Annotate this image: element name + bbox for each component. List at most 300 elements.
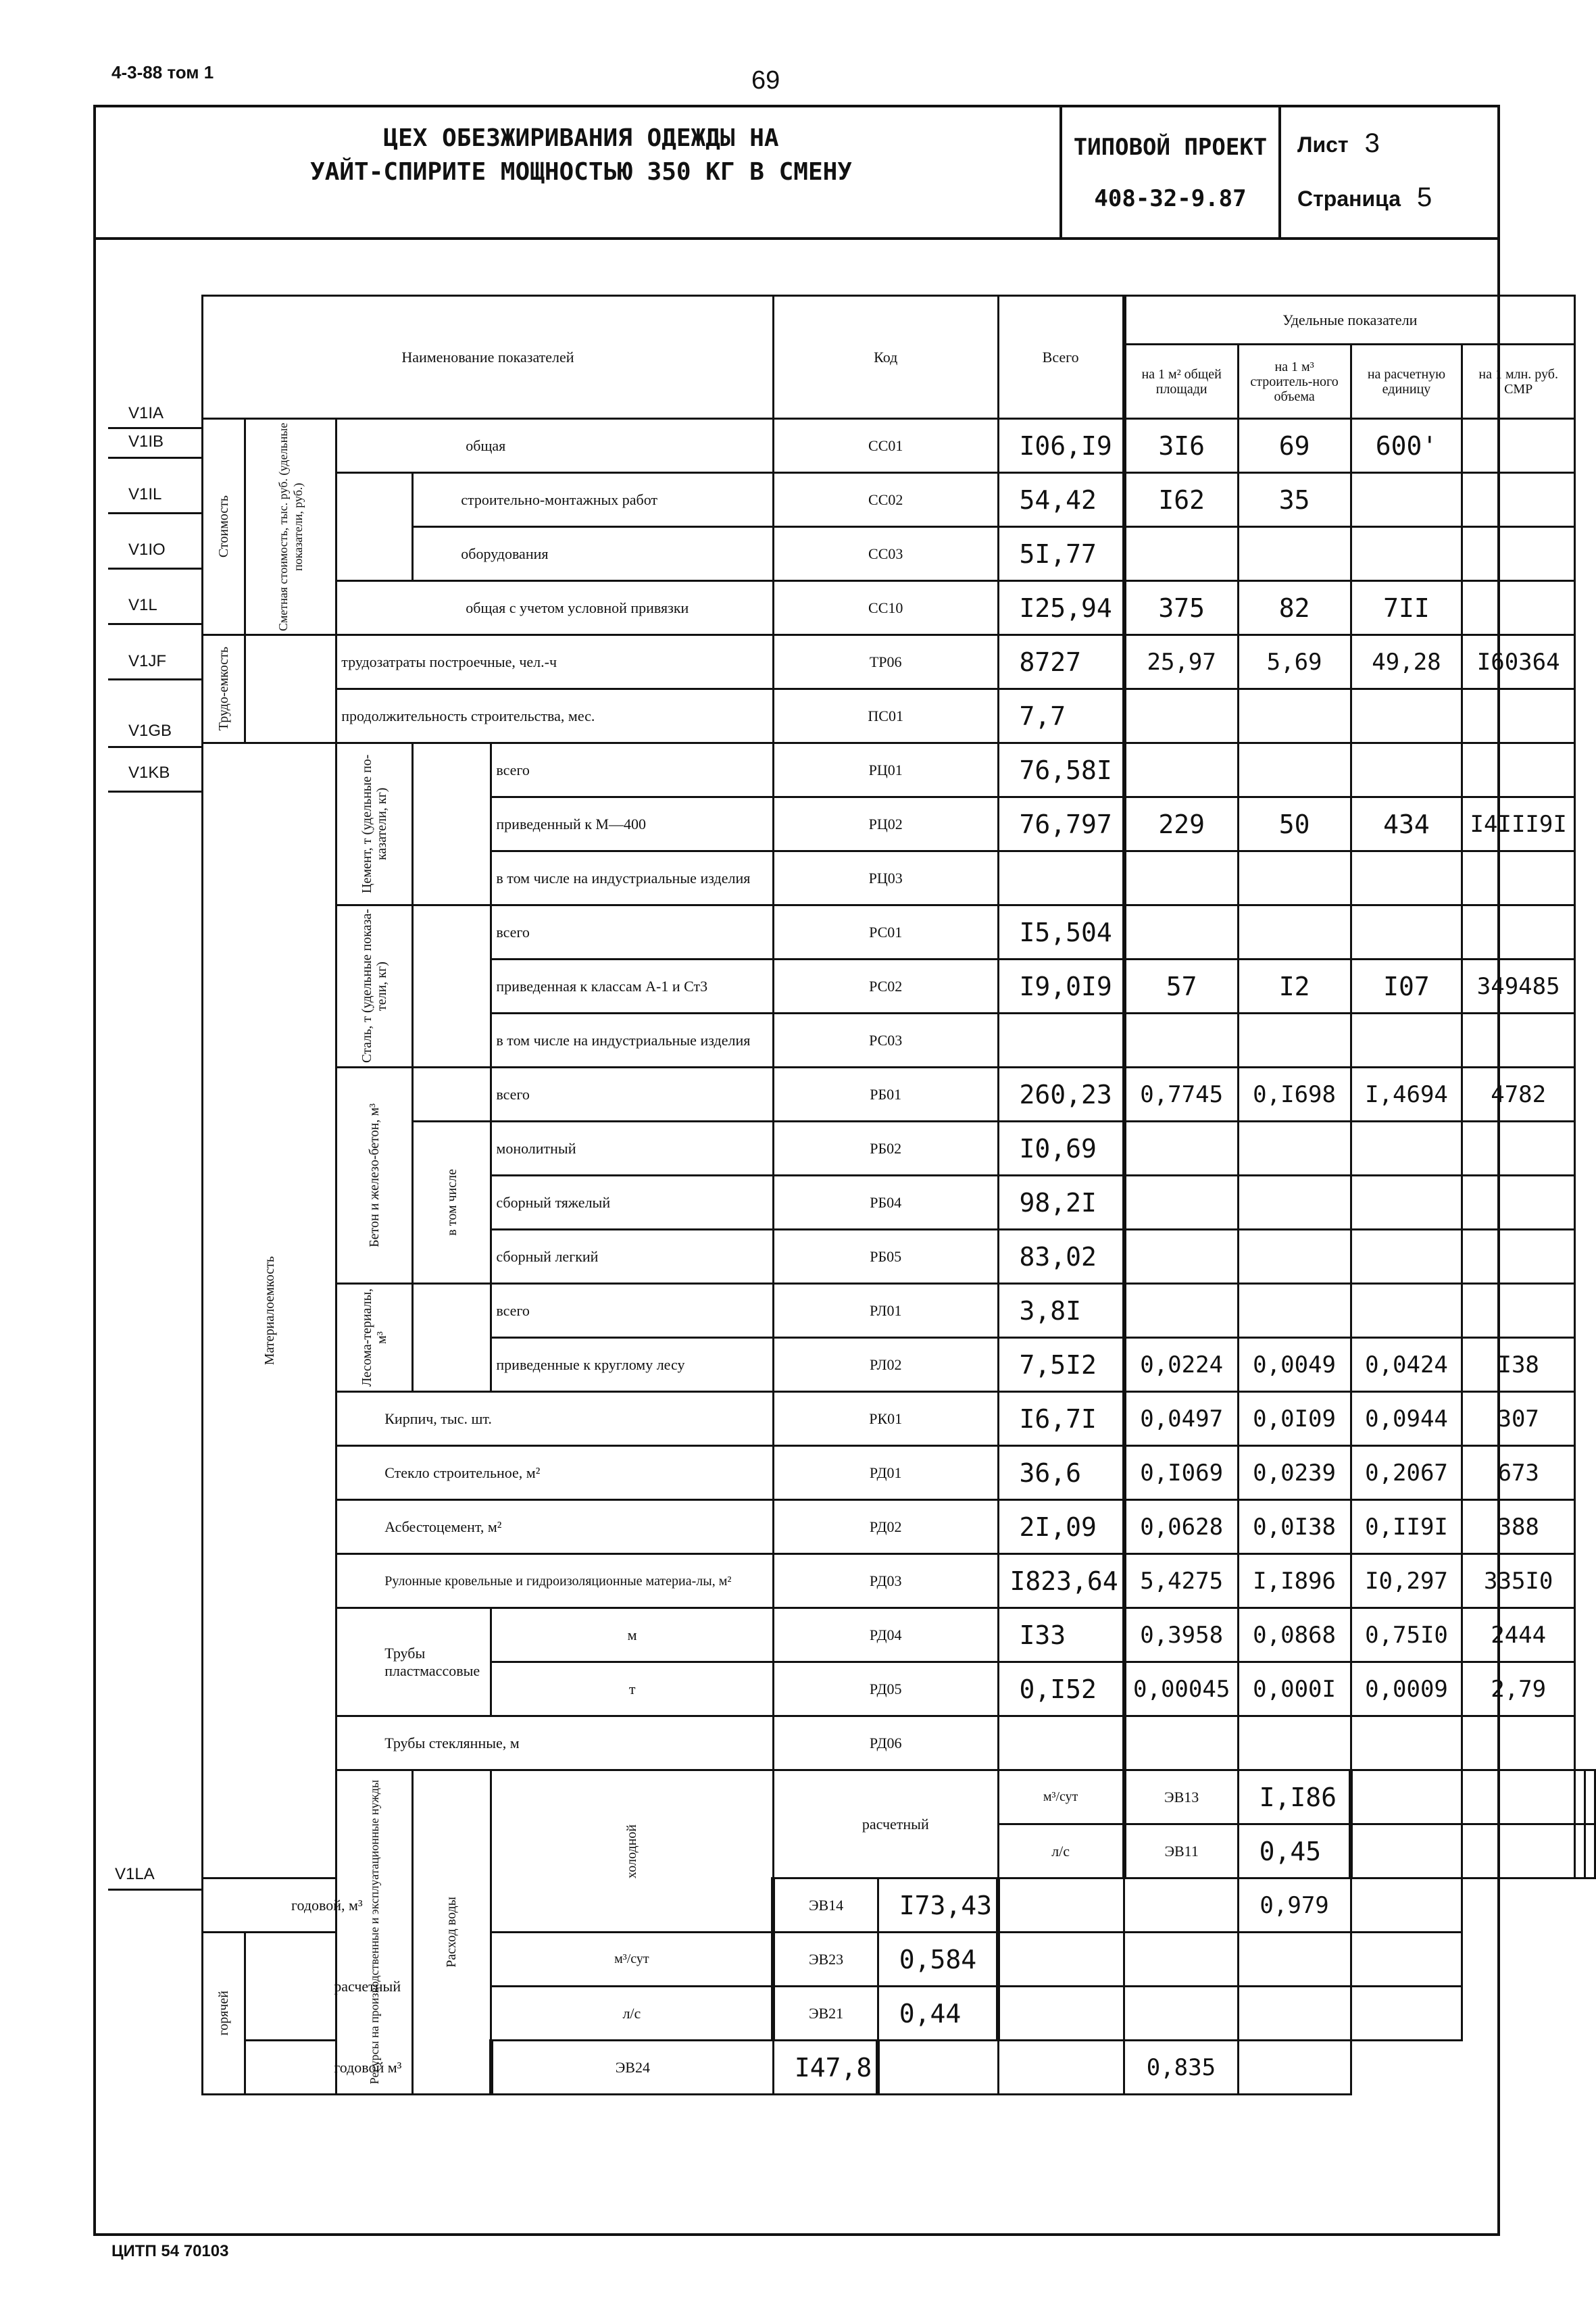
title-line: УАЙТ-СПИРИТЕ МОЩНОСТЬЮ 350 КГ В СМЕНУ: [310, 158, 852, 186]
row-per-area: 0,0497: [1124, 1392, 1238, 1446]
row-per-million: [1585, 1824, 1595, 1878]
row-total: I25,94: [998, 581, 1124, 635]
row-name: расчетный: [773, 1770, 998, 1878]
row-total: 0,I52: [998, 1662, 1124, 1716]
row-per-unit: [1351, 689, 1462, 743]
row-total: 98,2I: [998, 1176, 1124, 1230]
row-unit: м³/сут: [491, 1933, 773, 1987]
row-per-area: 3I6: [1124, 419, 1238, 473]
row-code: СС01: [773, 419, 998, 473]
row-per-million: I38: [1462, 1338, 1575, 1392]
row-name: в том числе на индустриальные изделия: [491, 851, 773, 905]
row-per-volume: 50: [1238, 797, 1351, 851]
row-code: СС03: [773, 527, 998, 581]
group-materials: [203, 743, 336, 1878]
row-per-million: [1462, 689, 1575, 743]
row-code: ЭВ13: [1124, 1770, 1238, 1824]
header-total: Всего: [998, 296, 1124, 419]
row-per-million: I60364: [1462, 635, 1575, 689]
row-per-unit: [1238, 1987, 1351, 2041]
group-label: Лесома-териалы, м³: [359, 1288, 390, 1387]
header-per-volume: на 1 м³ строитель-ного объема: [1238, 345, 1351, 419]
row-per-million: 2,79: [1462, 1662, 1575, 1716]
row-name: Асбестоцемент, м²: [336, 1500, 774, 1554]
row-unit: л/с: [491, 1987, 773, 2041]
row-per-volume: [1462, 1770, 1575, 1824]
spacer-cell: [245, 635, 336, 743]
header-per-unit: на расчетную единицу: [1351, 345, 1462, 419]
table-row: [203, 1608, 1595, 1662]
row-total: I33: [998, 1608, 1124, 1662]
table-row: [203, 689, 1595, 743]
margin-label: V1GB: [128, 722, 172, 740]
group-label: в том числе: [444, 1169, 459, 1236]
row-total: 7,7: [998, 689, 1124, 743]
row-per-area: 229: [1124, 797, 1238, 851]
row-name: продолжительность строительства, мес.: [336, 689, 774, 743]
row-per-unit: 0,75I0: [1351, 1608, 1462, 1662]
row-per-volume: 0,0I38: [1238, 1500, 1351, 1554]
row-per-million: [1462, 743, 1575, 797]
group-label: Бетон и железо-бетон, м³: [367, 1103, 382, 1247]
header-per-area: на 1 м² общей площади: [1124, 345, 1238, 419]
row-name: всего: [491, 905, 773, 960]
margin-line: [108, 457, 201, 459]
row-per-area: [1124, 851, 1238, 905]
row-per-volume: 0,I698: [1238, 1068, 1351, 1122]
group-label: Стоимость: [216, 495, 232, 558]
row-per-volume: 69: [1238, 419, 1351, 473]
row-name: всего: [491, 743, 773, 797]
row-per-volume: 0,0049: [1238, 1338, 1351, 1392]
row-per-volume: [998, 2041, 1124, 2095]
spacer-cell: [413, 1284, 491, 1392]
project-info: [1062, 122, 1278, 224]
group-cost-sub: [245, 419, 336, 635]
row-per-unit: I07: [1351, 960, 1462, 1014]
table-row: [203, 1446, 1595, 1500]
row-name: годовой, м³: [203, 1878, 413, 1933]
row-per-volume: [1462, 1824, 1575, 1878]
margin-line: [108, 427, 201, 429]
row-name: приведенные к круглому лесу: [491, 1338, 773, 1392]
row-code: ЭВ21: [773, 1987, 878, 2041]
group-cement: [336, 743, 413, 905]
page-field: [1297, 182, 1432, 213]
row-per-volume: 35: [1238, 473, 1351, 527]
table-row: [203, 473, 1595, 527]
group-labor: [203, 635, 245, 743]
row-unit: л/с: [998, 1824, 1124, 1878]
row-per-million: [1462, 851, 1575, 905]
row-per-million: 388: [1462, 1500, 1575, 1554]
row-name: Трубы стеклянные, м: [336, 1716, 774, 1770]
row-code: СС02: [773, 473, 998, 527]
row-per-unit: 0,0009: [1351, 1662, 1462, 1716]
row-per-area: [998, 1878, 1124, 1933]
row-per-area: 0,0224: [1124, 1338, 1238, 1392]
row-code: РБ05: [773, 1230, 998, 1284]
row-per-volume: [1124, 1987, 1238, 2041]
margin-line: [108, 746, 201, 748]
margin-label: V1L: [128, 596, 157, 614]
row-per-area: I62: [1124, 473, 1238, 527]
row-per-unit: [1238, 1933, 1351, 1987]
row-code: РЦ02: [773, 797, 998, 851]
row-per-volume: [1238, 1176, 1351, 1230]
row-total: I47,8: [773, 2041, 878, 2095]
row-name: всего: [491, 1284, 773, 1338]
group-label: Сметная стоимость, тыс. руб. (удельные показатели, руб.): [276, 422, 305, 631]
row-per-area: [1124, 689, 1238, 743]
row-per-area: [878, 2041, 998, 2095]
table-row: [203, 743, 1595, 797]
table-row: [203, 1554, 1595, 1608]
row-total: 8727: [998, 635, 1124, 689]
row-per-volume: [1238, 1284, 1351, 1338]
row-per-volume: 0,0868: [1238, 1608, 1351, 1662]
row-per-area: [1124, 1716, 1238, 1770]
row-per-volume: [1238, 905, 1351, 960]
row-per-unit: 434: [1351, 797, 1462, 851]
row-per-million: 307: [1462, 1392, 1575, 1446]
row-per-unit: 600': [1351, 419, 1462, 473]
row-per-unit: [1351, 905, 1462, 960]
row-per-million: [1462, 1014, 1575, 1068]
row-per-volume: 0,0239: [1238, 1446, 1351, 1500]
row-per-unit: [1351, 1716, 1462, 1770]
row-per-million: 4782: [1462, 1068, 1575, 1122]
row-per-unit: I,4694: [1351, 1068, 1462, 1122]
row-name: общая: [336, 419, 774, 473]
margin-label: V1IB: [128, 432, 164, 451]
row-per-area: 0,I069: [1124, 1446, 1238, 1500]
table-row: [203, 1770, 1595, 1824]
row-per-volume: 0,0I09: [1238, 1392, 1351, 1446]
row-per-area: 0,3958: [1124, 1608, 1238, 1662]
row-per-unit: [1351, 473, 1462, 527]
row-per-million: [1462, 905, 1575, 960]
group-label: Трудо-емкость: [216, 647, 232, 731]
header-specific: Удельные показатели: [1124, 296, 1575, 345]
row-code: ЭВ11: [1124, 1824, 1238, 1878]
row-total: 76,58I: [998, 743, 1124, 797]
row-per-volume: [1238, 527, 1351, 581]
row-per-unit: [1351, 527, 1462, 581]
row-per-volume: I2: [1238, 960, 1351, 1014]
row-per-million: [1462, 1176, 1575, 1230]
sheet-field: [1297, 128, 1380, 159]
row-per-area: [1124, 1014, 1238, 1068]
row-per-unit: [1351, 851, 1462, 905]
group-label: холодной: [624, 1824, 639, 1878]
margin-line: [108, 568, 201, 570]
row-code: РД01: [773, 1446, 998, 1500]
row-per-area: 0,0628: [1124, 1500, 1238, 1554]
row-code: ПС01: [773, 689, 998, 743]
row-per-area: [1124, 1122, 1238, 1176]
row-per-area: 25,97: [1124, 635, 1238, 689]
group-label: Расход воды: [444, 1897, 459, 1968]
row-per-volume: [1124, 1878, 1238, 1933]
row-code: РС03: [773, 1014, 998, 1068]
row-per-million: [1462, 527, 1575, 581]
row-total: 5I,77: [998, 527, 1124, 581]
row-total: I6,7I: [998, 1392, 1124, 1446]
row-per-area: [998, 1933, 1124, 1987]
row-name: монолитный: [491, 1122, 773, 1176]
row-per-area: 5,4275: [1124, 1554, 1238, 1608]
margin-label: V1IL: [128, 485, 162, 503]
row-name: годовой м³: [245, 2041, 491, 2095]
row-code: РЦ01: [773, 743, 998, 797]
row-total: I73,43: [878, 1878, 998, 1933]
row-code: РБ01: [773, 1068, 998, 1122]
row-total: 260,23: [998, 1068, 1124, 1122]
title-line: ЦЕХ ОБЕЗЖИРИВАНИЯ ОДЕЖДЫ НА: [383, 124, 779, 152]
row-per-million: [1351, 1933, 1462, 1987]
group-steel: [336, 905, 413, 1068]
row-name: приведенная к классам А-1 и Ст3: [491, 960, 773, 1014]
group-timber: [336, 1284, 413, 1392]
row-name: Стекло строительное, м²: [336, 1446, 774, 1500]
row-total: 3,8I: [998, 1284, 1124, 1338]
row-per-area: [1124, 1284, 1238, 1338]
row-total: [998, 851, 1124, 905]
row-total: 54,42: [998, 473, 1124, 527]
spacer-cell: [413, 1068, 491, 1122]
margin-line: [108, 678, 201, 680]
row-per-million: [1462, 473, 1575, 527]
row-per-volume: [1238, 1716, 1351, 1770]
row-per-unit: [1351, 1284, 1462, 1338]
header-per-million: на 1 млн. руб. СМР: [1462, 345, 1575, 419]
row-code: РД06: [773, 1716, 998, 1770]
document-title: [108, 122, 1054, 189]
row-per-area: [1351, 1770, 1462, 1824]
row-name: сборный легкий: [491, 1230, 773, 1284]
row-per-unit: 0,0424: [1351, 1338, 1462, 1392]
page-value: 5: [1416, 182, 1432, 212]
row-total: I06,I9: [998, 419, 1124, 473]
margin-line: [108, 1889, 201, 1891]
header-row: [203, 296, 1595, 345]
row-per-unit: [1351, 743, 1462, 797]
row-per-area: [998, 1987, 1124, 2041]
indicators-table: [201, 295, 1596, 2095]
row-code: РБ02: [773, 1122, 998, 1176]
group-hot: [203, 1933, 245, 2095]
row-per-area: [1124, 527, 1238, 581]
group-concrete: [336, 1068, 413, 1284]
row-code: СС10: [773, 581, 998, 635]
table-row: [203, 1500, 1595, 1554]
row-code: РЦ03: [773, 851, 998, 905]
page-label: Страница: [1297, 186, 1401, 211]
row-total: 0,584: [878, 1933, 998, 1987]
row-per-area: [1124, 1230, 1238, 1284]
table-row: [203, 905, 1595, 960]
table-row: [203, 1716, 1595, 1770]
row-per-area: 375: [1124, 581, 1238, 635]
row-total: 76,797: [998, 797, 1124, 851]
row-name: расчетный: [245, 1933, 413, 2041]
row-per-area: [1124, 1176, 1238, 1230]
spacer-cell: [413, 905, 491, 1068]
row-per-volume: [1238, 1230, 1351, 1284]
row-total: 0,45: [1238, 1824, 1351, 1878]
row-per-million: 673: [1462, 1446, 1575, 1500]
row-code: ТР06: [773, 635, 998, 689]
row-per-volume: [1238, 689, 1351, 743]
row-unit: м³/сут: [998, 1770, 1124, 1824]
row-per-unit: 49,28: [1351, 635, 1462, 689]
group-label: горячей: [216, 1991, 232, 2036]
margin-label: V1JF: [128, 652, 167, 670]
row-per-million: I4III9I: [1462, 797, 1575, 851]
row-total: [998, 1014, 1124, 1068]
row-unit: м: [491, 1608, 773, 1662]
group-label: Ресурсы на производственные и эксплуатационные нужды: [368, 1780, 382, 2085]
table-row: [203, 1933, 1595, 1987]
row-code: РЛ01: [773, 1284, 998, 1338]
row-per-million: 349485: [1462, 960, 1575, 1014]
row-per-volume: I,I896: [1238, 1554, 1351, 1608]
row-per-million: [1462, 581, 1575, 635]
row-per-volume: [1124, 1933, 1238, 1987]
row-code: ЭВ24: [491, 2041, 773, 2095]
title-divider: [1278, 105, 1281, 240]
margin-label: V1KB: [128, 764, 170, 782]
row-total: I0,69: [998, 1122, 1124, 1176]
row-total: I5,504: [998, 905, 1124, 960]
row-per-volume: [1238, 1014, 1351, 1068]
sheet-label: Лист: [1297, 132, 1349, 157]
row-per-area: [1124, 743, 1238, 797]
row-per-million: [1462, 1230, 1575, 1284]
row-name: Рулонные кровельные и гидроизоляционные материа-лы, м²: [336, 1554, 774, 1608]
table-row: [203, 419, 1595, 473]
row-per-million: [1462, 1716, 1575, 1770]
margin-label: V1IO: [128, 541, 166, 559]
row-per-area: 0,00045: [1124, 1662, 1238, 1716]
project-number: 408-32-9.87: [1094, 185, 1247, 212]
row-per-unit: [1351, 1014, 1462, 1068]
row-total: 0,44: [878, 1987, 998, 2041]
row-name: в том числе на индустриальные изделия: [491, 1014, 773, 1068]
row-per-unit: [1351, 1176, 1462, 1230]
row-per-unit: 0,2067: [1351, 1446, 1462, 1500]
row-per-million: 2444: [1462, 1608, 1575, 1662]
table-row: [203, 1878, 1595, 1933]
sheet-value: 3: [1364, 128, 1380, 158]
row-per-million: [1462, 419, 1575, 473]
row-total: 2I,09: [998, 1500, 1124, 1554]
row-code: РД03: [773, 1554, 998, 1608]
table-row: [203, 581, 1595, 635]
row-per-unit: [1575, 1770, 1585, 1824]
row-total: I9,0I9: [998, 960, 1124, 1014]
row-total: 7,5I2: [998, 1338, 1124, 1392]
document-code-note: 4-3-88 том 1: [111, 62, 214, 82]
row-code: РД04: [773, 1608, 998, 1662]
row-code: РК01: [773, 1392, 998, 1446]
header-code: Код: [773, 296, 998, 419]
row-total: 36,6: [998, 1446, 1124, 1500]
row-total: I,I86: [1238, 1770, 1351, 1824]
row-unit: т: [491, 1662, 773, 1716]
table-row: [203, 635, 1595, 689]
table-row: [203, 1284, 1595, 1338]
row-name: трудозатраты построечные, чел.-ч: [336, 635, 774, 689]
header-name: Наименование показателей: [203, 296, 774, 419]
row-code: ЭВ14: [773, 1878, 878, 1933]
row-per-unit: 0,0944: [1351, 1392, 1462, 1446]
row-per-million: [1462, 1284, 1575, 1338]
row-per-area: [1351, 1824, 1462, 1878]
margin-line: [108, 512, 201, 514]
row-per-unit: 7II: [1351, 581, 1462, 635]
row-per-million: [1462, 1122, 1575, 1176]
footer-code: ЦИТП 54 70103: [111, 2242, 229, 2260]
row-code: ЭВ23: [773, 1933, 878, 1987]
row-code: РБ04: [773, 1176, 998, 1230]
row-per-unit: [1351, 1122, 1462, 1176]
row-code: РД05: [773, 1662, 998, 1716]
group-label: Сталь, т (удельные показа-тели, кг): [359, 909, 390, 1064]
row-total: 83,02: [998, 1230, 1124, 1284]
margin-label: V1LA: [115, 1865, 155, 1883]
row-per-volume: [1238, 743, 1351, 797]
row-name: Кирпич, тыс. шт.: [336, 1392, 774, 1446]
group-label: Цемент, т (удельные по-казатели, кг): [359, 754, 390, 894]
margin-line: [108, 791, 201, 793]
row-per-volume: [1238, 1122, 1351, 1176]
table-row: [203, 1392, 1595, 1446]
row-per-million: [1351, 1987, 1462, 2041]
row-per-volume: 82: [1238, 581, 1351, 635]
margin-label: V1IA: [128, 404, 164, 422]
row-per-area: 57: [1124, 960, 1238, 1014]
spacer-cell: [336, 473, 413, 581]
row-per-area: 0,7745: [1124, 1068, 1238, 1122]
row-per-volume: [1238, 851, 1351, 905]
page-number: 69: [751, 66, 780, 95]
row-total: [998, 1716, 1124, 1770]
margin-line: [108, 623, 201, 625]
spacer-cell: [413, 743, 491, 905]
row-per-million: [1238, 2041, 1351, 2095]
row-per-million: 335I0: [1462, 1554, 1575, 1608]
row-per-unit: [1575, 1824, 1585, 1878]
row-per-volume: 0,000I: [1238, 1662, 1351, 1716]
row-per-area: [1124, 905, 1238, 960]
table-row: [203, 1068, 1595, 1122]
project-label: ТИПОВОЙ ПРОЕКТ: [1073, 134, 1268, 161]
row-name: строительно-монтажных работ: [413, 473, 774, 527]
row-code: РС01: [773, 905, 998, 960]
row-per-unit: [1351, 1230, 1462, 1284]
row-name: всего: [491, 1068, 773, 1122]
row-per-volume: 5,69: [1238, 635, 1351, 689]
group-concrete-incl: [413, 1122, 491, 1284]
table-row: [203, 2041, 1595, 2095]
row-code: РЛ02: [773, 1338, 998, 1392]
row-name: сборный тяжелый: [491, 1176, 773, 1230]
row-per-million: [1351, 1878, 1462, 1933]
group-cost: [203, 419, 245, 635]
row-per-million: [1585, 1770, 1595, 1824]
